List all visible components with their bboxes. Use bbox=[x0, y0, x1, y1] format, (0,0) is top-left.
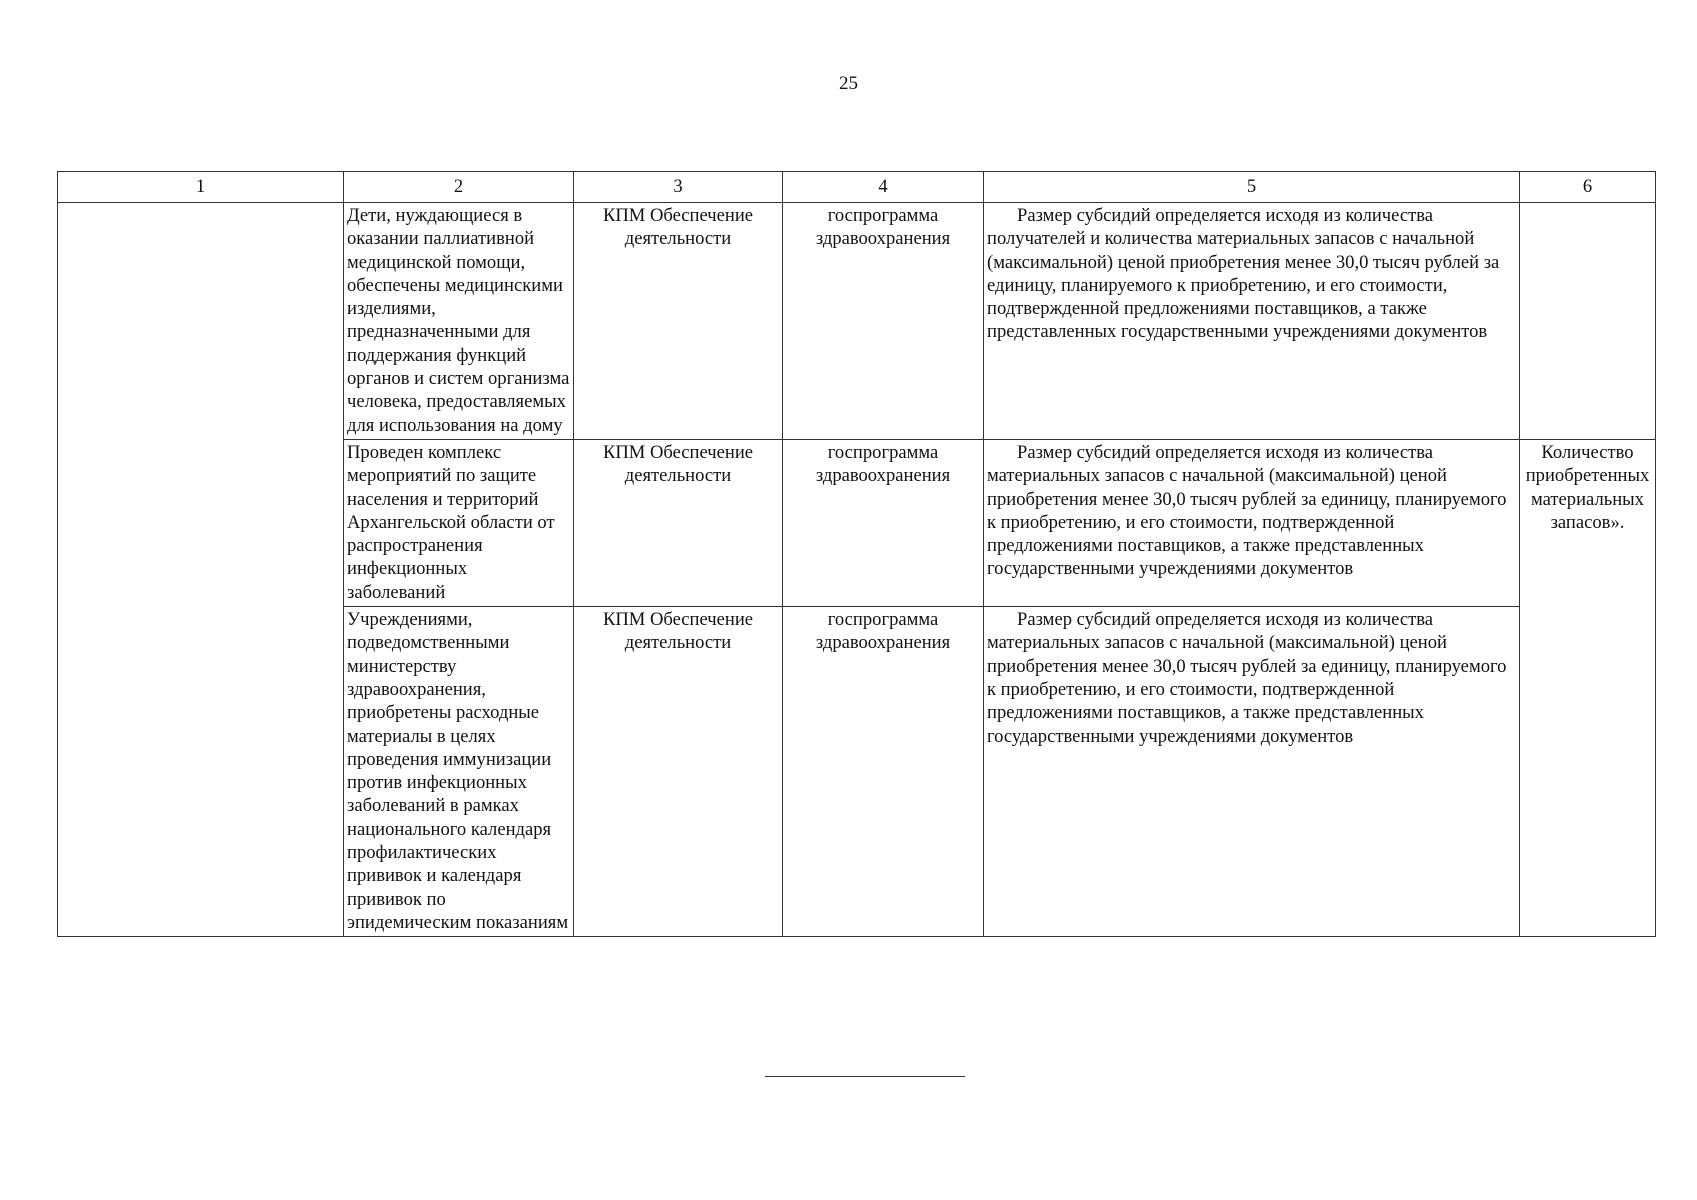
cell-method: Размер субсидий определяется исходя из количества материальных запасов с начальной (максимальной) ценой приобретения менее 30,0 тысяч рублей за единицу, планируемого к приобретению, и его стоимости, подтвержденной предложениями поставщиков, а также представленных государственными учреждениями документов bbox=[984, 439, 1520, 606]
cell-program: госпрограмма здравоохранения bbox=[783, 607, 984, 937]
cell-indicator bbox=[1520, 203, 1656, 440]
column-header: 6 bbox=[1520, 172, 1656, 203]
table-row bbox=[58, 203, 1656, 440]
table-header-row bbox=[58, 172, 1656, 203]
cell-result: Проведен комплекс мероприятий по защите населения и территорий Архангельской области от распространения инфекционных заболеваний bbox=[344, 439, 574, 606]
page-number: 25 bbox=[839, 73, 858, 94]
cell-kpm: КПМ Обеспечение деятельности bbox=[574, 607, 783, 937]
column-header: 2 bbox=[344, 172, 574, 203]
cell-program: госпрограмма здравоохранения bbox=[783, 439, 984, 606]
column-header: 4 bbox=[783, 172, 984, 203]
cell-kpm: КПМ Обеспечение деятельности bbox=[574, 203, 783, 440]
cell-result: Дети, нуждающиеся в оказании паллиативной медицинской помощи, обеспечены медицинскими изделиями, предназначенными для поддержания функций органов и систем организма человека, предоставляемых для использования на дому bbox=[344, 203, 574, 440]
footer-rule bbox=[765, 1076, 965, 1077]
cell-result: Учреждениями, подведомственными министерству здравоохранения, приобретены расходные материалы в целях проведения иммунизации против инфекционных заболеваний в рамках национального календаря профилактических прививок и календаря прививок по эпидемическим показаниям bbox=[344, 607, 574, 937]
document-table bbox=[57, 171, 1656, 937]
column-header: 1 bbox=[58, 172, 344, 203]
column-header: 5 bbox=[984, 172, 1520, 203]
cell-kpm: КПМ Обеспечение деятельности bbox=[574, 439, 783, 606]
cell-indicator: Количество приобретенных материальных запасов». bbox=[1520, 439, 1656, 936]
cell-method: Размер субсидий определяется исходя из количества получателей и количества материальных запасов с начальной (максимальной) ценой приобретения менее 30,0 тысяч рублей за единицу, планируемого к приобретению, и его стоимости, подтвержденной предложениями поставщиков, а также представленных государственными учреждениями документов bbox=[984, 203, 1520, 440]
cell-col1 bbox=[58, 203, 344, 937]
cell-method: Размер субсидий определяется исходя из количества материальных запасов с начальной (максимальной) ценой приобретения менее 30,0 тысяч рублей за единицу, планируемого к приобретению, и его стоимости, подтвержденной предложениями поставщиков, а также представленных государственными учреждениями документов bbox=[984, 607, 1520, 937]
cell-program: госпрограмма здравоохранения bbox=[783, 203, 984, 440]
column-header: 3 bbox=[574, 172, 783, 203]
